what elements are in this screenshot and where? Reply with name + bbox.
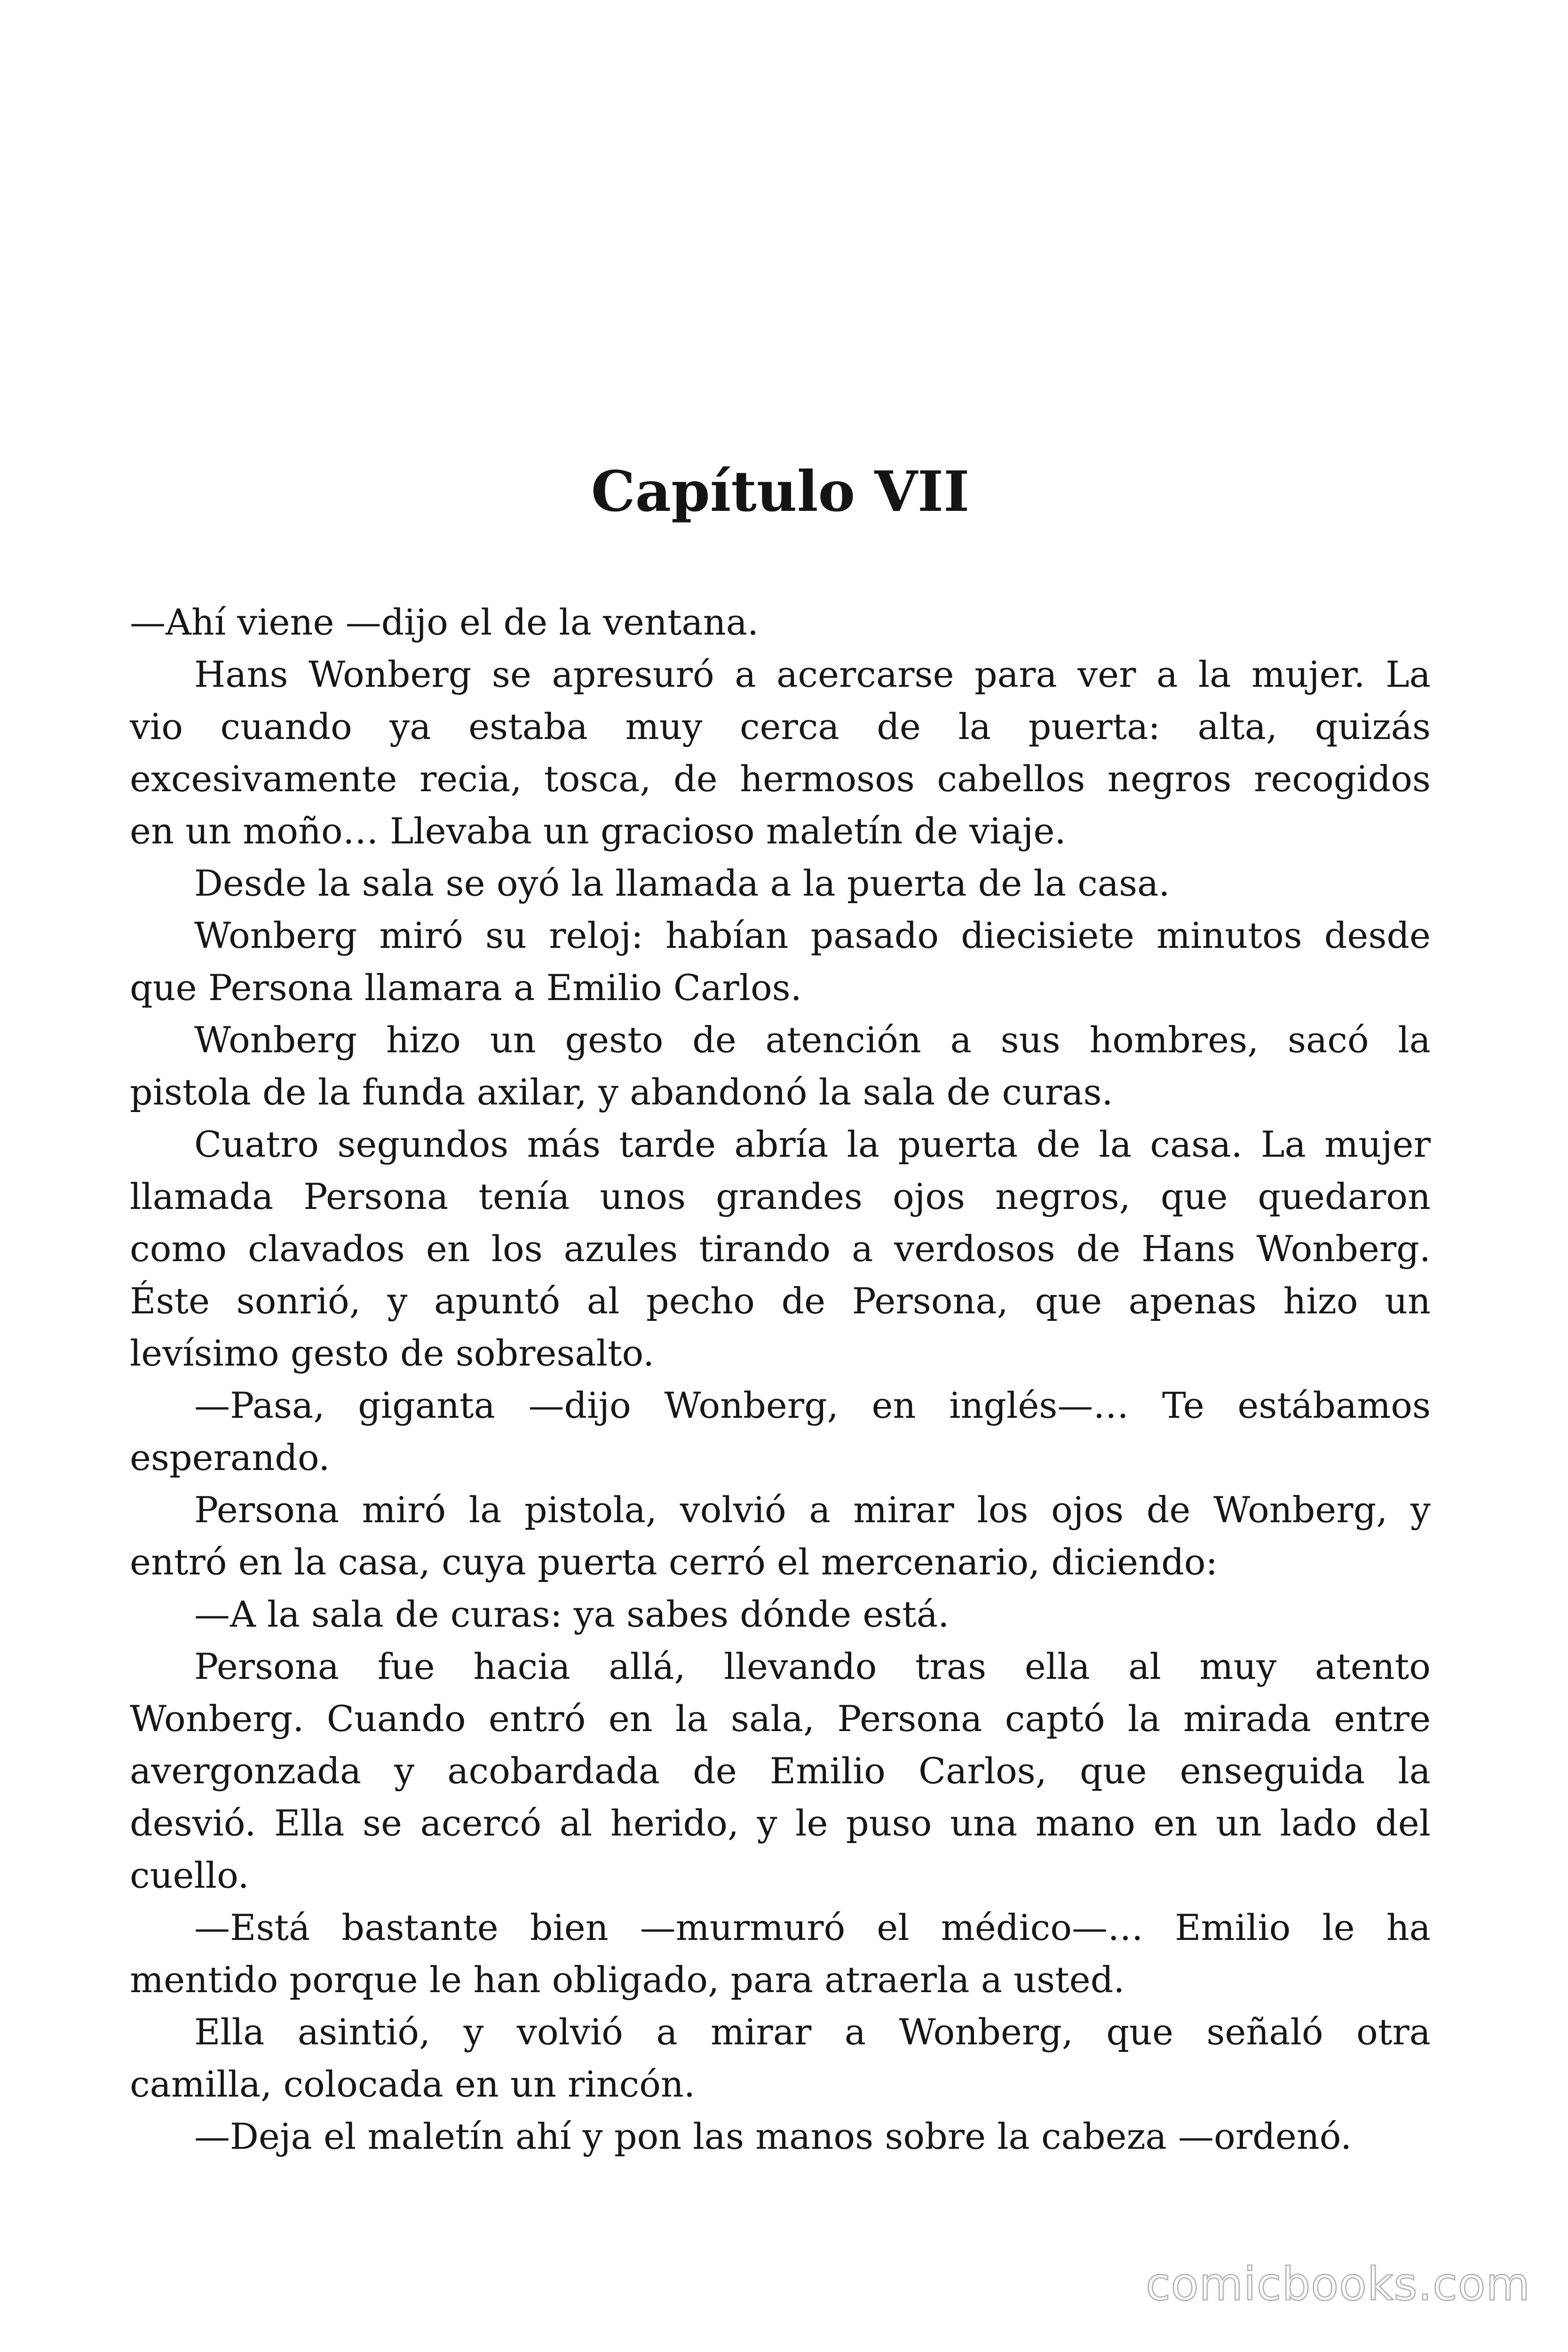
paragraph	[130, 648, 1431, 857]
paragraph	[130, 1014, 1431, 1118]
text-line: Wonberg. Cuando entró en la sala, Persona captó la mirada entre	[130, 1698, 1431, 1740]
text-line: camilla, colocada en un rincón.	[130, 2063, 696, 2105]
chapter-title: Capítulo VII	[591, 459, 970, 524]
text-line: excesivamente recia, tosca, de hermosos cabellos negros recogidos	[130, 758, 1431, 800]
text-line: levísimo gesto de sobresalto.	[130, 1332, 655, 1374]
text-line: Persona fue hacia allá, llevando tras ella al muy atento	[194, 1645, 1431, 1687]
text-line: en un moño… Llevaba un gracioso maletín de viaje.	[130, 810, 1066, 852]
paragraph	[130, 1484, 1431, 1588]
text-line: vio cuando ya estaba muy cerca de la puerta: alta, quizás	[130, 706, 1431, 747]
text-line: Ella asintió, y volvió a mirar a Wonberg, que señaló otra	[194, 2011, 1431, 2053]
text-line: —Pasa, giganta —dijo Wonberg, en inglés—… Te estábamos	[194, 1384, 1431, 1426]
paragraph	[130, 2006, 1431, 2110]
paragraph	[130, 1379, 1431, 1484]
paragraph	[130, 2110, 1431, 2162]
text-line: —A la sala de curas: ya sabes dónde está.	[194, 1593, 950, 1635]
paragraph	[130, 1640, 1431, 1901]
text-line: desvió. Ella se acercó al herido, y le puso una mano en un lado del	[130, 1802, 1431, 1844]
text-line: Persona miró la pistola, volvió a mirar los ojos de Wonberg, y	[194, 1489, 1431, 1531]
watermark: comicbooks.com	[1145, 2258, 1530, 2311]
paragraph	[130, 1588, 1431, 1640]
text-line: esperando.	[130, 1437, 330, 1478]
text-line: —Está bastante bien —murmuró el médico—… Emilio le ha	[194, 1907, 1431, 1948]
text-line: que Persona llamara a Emilio Carlos.	[130, 967, 802, 1009]
paragraph	[130, 909, 1431, 1014]
text-line: cuello.	[130, 1854, 249, 1896]
chapter-text	[130, 596, 1431, 2162]
text-line: llamada Persona tenía unos grandes ojos negros, que quedaron	[130, 1176, 1431, 1217]
text-line: Desde la sala se oyó la llamada a la puerta de la casa.	[194, 862, 1170, 904]
text-line: Wonberg hizo un gesto de atención a sus hombres, sacó la	[194, 1019, 1431, 1061]
paragraph	[130, 596, 1431, 648]
paragraph	[130, 857, 1431, 909]
text-line: entró en la casa, cuya puerta cerró el mercenario, diciendo:	[130, 1541, 1218, 1583]
paragraph	[130, 1118, 1431, 1379]
text-line: avergonzada y acobardada de Emilio Carlos, que enseguida la	[130, 1750, 1431, 1792]
text-line: Hans Wonberg se apresuró a acercarse para ver a la mujer. La	[194, 653, 1431, 695]
text-line: mentido porque le han obligado, para atraerla a usted.	[130, 1959, 1125, 2001]
text-line: —Ahí viene —dijo el de la ventana.	[130, 601, 759, 643]
text-line: Wonberg miró su reloj: habían pasado diecisiete minutos desde	[194, 914, 1431, 956]
text-line: Cuatro segundos más tarde abría la puerta de la casa. La mujer	[194, 1123, 1431, 1165]
text-line: Éste sonrió, y apuntó al pecho de Persona, que apenas hizo un	[130, 1280, 1431, 1322]
paragraph	[130, 1901, 1431, 2006]
text-line: como clavados en los azules tirando a verdosos de Hans Wonberg.	[130, 1228, 1431, 1270]
text-line: —Deja el maletín ahí y pon las manos sobre la cabeza —ordenó.	[194, 2115, 1352, 2157]
text-line: pistola de la funda axilar, y abandonó la sala de curas.	[130, 1071, 1113, 1113]
